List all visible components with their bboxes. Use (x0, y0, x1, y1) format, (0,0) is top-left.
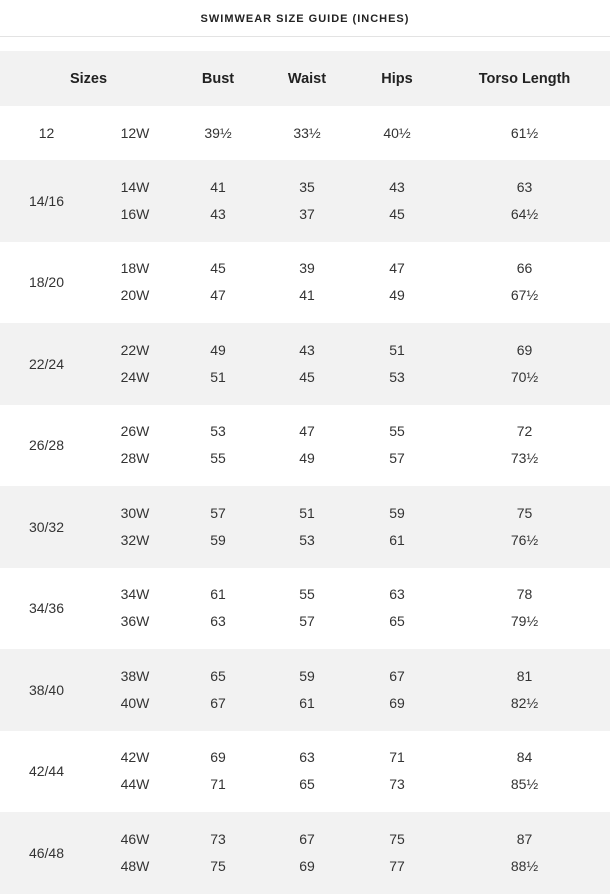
torso-length-cell-value: 84 (516, 749, 533, 766)
bust-cell-value: 67 (210, 694, 226, 711)
waist-cell-value: 55 (299, 586, 315, 603)
waist-cell-value: 67 (299, 830, 315, 847)
w-size-cell-value: 22W (120, 341, 150, 358)
size-cell: 34/36 (28, 600, 65, 617)
bust-cell (177, 731, 259, 813)
bust-cell-value: 43 (210, 205, 226, 222)
torso-length-cell (439, 568, 610, 650)
hips-cell (355, 405, 439, 487)
hips-cell (355, 242, 439, 324)
torso-length-cell-value: 69 (516, 341, 533, 358)
table-row (0, 405, 610, 487)
waist-cell-value: 37 (299, 205, 315, 222)
w-size-cell (93, 323, 177, 405)
bust-cell (177, 405, 259, 487)
bust-cell-value: 71 (210, 776, 226, 793)
table-row (0, 242, 610, 324)
waist-cell (259, 486, 355, 568)
spacer (0, 37, 610, 51)
title-bar (0, 0, 610, 37)
torso-length-cell-value: 88½ (510, 857, 539, 874)
torso-length-cell (439, 242, 610, 324)
bust-cell (177, 242, 259, 324)
bust-cell-value: 53 (210, 423, 226, 440)
w-size-cell (93, 405, 177, 487)
torso-length-cell (439, 160, 610, 242)
waist-cell-value: 35 (299, 178, 315, 195)
hips-cell-value: 43 (389, 178, 405, 195)
table-row (0, 812, 610, 894)
bust-cell-value: 55 (210, 450, 226, 467)
bust-cell-value: 57 (210, 504, 226, 521)
hips-cell-value: 53 (389, 368, 405, 385)
waist-cell-value: 43 (299, 341, 315, 358)
w-size-cell (93, 568, 177, 650)
w-size-cell-value: 44W (120, 776, 150, 793)
table-row (0, 160, 610, 242)
hips-cell-value: 57 (389, 450, 405, 467)
hips-cell (355, 106, 439, 160)
waist-cell-value: 39 (299, 260, 315, 277)
w-size-cell (93, 649, 177, 731)
table-row (0, 649, 610, 731)
size-cell: 12 (38, 125, 55, 141)
hips-cell (355, 812, 439, 894)
torso-length-cell (439, 649, 610, 731)
torso-length-cell-value: 75 (516, 504, 533, 521)
hips-cell (355, 568, 439, 650)
w-size-cell-value: 24W (120, 368, 150, 385)
torso-length-cell-value: 70½ (510, 368, 539, 385)
size-cell: 38/40 (28, 681, 65, 698)
table-body (0, 106, 610, 894)
bust-cell-value: 75 (210, 857, 226, 874)
w-size-cell (93, 242, 177, 324)
w-size-cell-value: 32W (120, 531, 150, 548)
size-cell: 26/28 (28, 437, 65, 454)
page-title: SWIMWEAR SIZE GUIDE (INCHES) (200, 13, 410, 25)
size-cell: 46/48 (28, 844, 65, 861)
hips-cell-value: 75 (389, 830, 405, 847)
hips-cell-value: 47 (389, 260, 405, 277)
hips-cell-value: 49 (389, 287, 405, 304)
waist-cell (259, 242, 355, 324)
torso-length-cell-value: 76½ (510, 531, 539, 548)
waist-cell-value: 45 (299, 368, 315, 385)
header-torso-length: Torso Length (478, 70, 571, 87)
torso-length-cell-value: 82½ (510, 694, 539, 711)
waist-cell (259, 106, 355, 160)
hips-cell-value: 65 (389, 613, 405, 630)
torso-length-cell-value: 78 (516, 586, 533, 603)
size-cell: 18/20 (28, 274, 65, 291)
table-row (0, 568, 610, 650)
bust-cell-value: 51 (210, 368, 226, 385)
size-cell: 14/16 (28, 192, 65, 209)
torso-length-cell (439, 106, 610, 160)
torso-length-cell-value: 66 (516, 260, 533, 277)
hips-cell-value: 45 (389, 205, 405, 222)
bust-cell (177, 812, 259, 894)
hips-cell (355, 486, 439, 568)
hips-cell-value: 73 (389, 776, 405, 793)
bust-cell (177, 160, 259, 242)
header-bust: Bust (201, 70, 235, 87)
w-size-cell-value: 30W (120, 504, 150, 521)
waist-cell-value: 59 (299, 667, 315, 684)
hips-cell-value: 59 (389, 504, 405, 521)
bust-cell-value: 47 (210, 287, 226, 304)
torso-length-cell-value: 63 (516, 178, 533, 195)
waist-cell-value: 51 (299, 504, 315, 521)
w-size-cell-value: 46W (120, 830, 150, 847)
waist-cell-value: 47 (299, 423, 315, 440)
bust-cell-value: 65 (210, 667, 226, 684)
bust-cell-value: 69 (210, 749, 226, 766)
bust-cell-value: 41 (210, 178, 226, 195)
torso-length-cell (439, 812, 610, 894)
torso-length-cell-value: 85½ (510, 776, 539, 793)
w-size-cell-value: 40W (120, 694, 150, 711)
waist-cell (259, 731, 355, 813)
hips-cell-value: 61 (389, 531, 405, 548)
torso-length-cell-value: 73½ (510, 450, 539, 467)
torso-length-cell (439, 323, 610, 405)
waist-cell (259, 812, 355, 894)
table-row (0, 323, 610, 405)
w-size-cell-value: 18W (120, 260, 150, 277)
bust-cell-value: 39½ (204, 124, 232, 141)
hips-cell-value: 77 (389, 857, 405, 874)
torso-length-cell-value: 79½ (510, 613, 539, 630)
bust-cell (177, 106, 259, 160)
w-size-cell-value: 48W (120, 857, 150, 874)
hips-cell (355, 649, 439, 731)
waist-cell (259, 568, 355, 650)
hips-cell-value: 69 (389, 694, 405, 711)
bust-cell-value: 45 (210, 260, 226, 277)
waist-cell-value: 49 (299, 450, 315, 467)
torso-length-cell-value: 67½ (510, 287, 539, 304)
torso-length-cell-value: 81 (516, 667, 533, 684)
w-size-cell-value: 14W (120, 178, 150, 195)
torso-length-cell-value: 72 (516, 423, 533, 440)
hips-cell-value: 67 (389, 667, 405, 684)
w-size-cell-value: 36W (120, 613, 150, 630)
w-size-cell (93, 812, 177, 894)
waist-cell-value: 61 (299, 694, 315, 711)
bust-cell-value: 59 (210, 531, 226, 548)
waist-cell-value: 33½ (293, 124, 321, 141)
waist-cell-value: 57 (299, 613, 315, 630)
table-row (0, 486, 610, 568)
hips-cell (355, 731, 439, 813)
hips-cell-value: 55 (389, 423, 405, 440)
bust-cell-value: 61 (210, 586, 226, 603)
bust-cell-value: 73 (210, 830, 226, 847)
header-sizes: Sizes (69, 70, 108, 87)
table-row (0, 731, 610, 813)
bust-cell (177, 323, 259, 405)
waist-cell-value: 69 (299, 857, 315, 874)
waist-cell-value: 65 (299, 776, 315, 793)
waist-cell-value: 63 (299, 749, 315, 766)
hips-cell-value: 71 (389, 749, 405, 766)
size-cell: 42/44 (28, 763, 65, 780)
torso-length-cell-value: 61½ (510, 124, 539, 141)
hips-cell (355, 323, 439, 405)
bust-cell-value: 63 (210, 613, 226, 630)
waist-cell (259, 323, 355, 405)
w-size-cell-value: 34W (120, 586, 150, 603)
w-size-cell-value: 38W (120, 667, 150, 684)
w-size-cell-value: 42W (120, 749, 150, 766)
w-size-cell (93, 731, 177, 813)
header-hips: Hips (381, 70, 413, 87)
w-size-cell-value: 28W (120, 450, 150, 467)
bust-cell (177, 649, 259, 731)
waist-cell-value: 41 (299, 287, 315, 304)
w-size-cell (93, 486, 177, 568)
waist-cell (259, 160, 355, 242)
waist-cell-value: 53 (299, 531, 315, 548)
w-size-cell-value: 20W (120, 287, 150, 304)
torso-length-cell (439, 731, 610, 813)
hips-cell (355, 160, 439, 242)
size-cell: 22/24 (28, 355, 65, 372)
table-header-row (0, 51, 610, 106)
w-size-cell-value: 16W (120, 205, 150, 222)
bust-cell (177, 486, 259, 568)
waist-cell (259, 405, 355, 487)
w-size-cell (93, 106, 177, 160)
size-guide-table (0, 51, 610, 894)
header-waist: Waist (287, 70, 327, 87)
torso-length-cell-value: 64½ (510, 205, 539, 222)
hips-cell-value: 40½ (383, 124, 411, 141)
w-size-cell-value: 26W (120, 423, 150, 440)
waist-cell (259, 649, 355, 731)
size-cell: 30/32 (28, 518, 65, 535)
hips-cell-value: 51 (389, 341, 405, 358)
bust-cell-value: 49 (210, 341, 226, 358)
torso-length-cell (439, 486, 610, 568)
hips-cell-value: 63 (389, 586, 405, 603)
torso-length-cell-value: 87 (516, 830, 533, 847)
table-row (0, 106, 610, 160)
w-size-cell-value: 12W (120, 124, 150, 141)
w-size-cell (93, 160, 177, 242)
torso-length-cell (439, 405, 610, 487)
bust-cell (177, 568, 259, 650)
